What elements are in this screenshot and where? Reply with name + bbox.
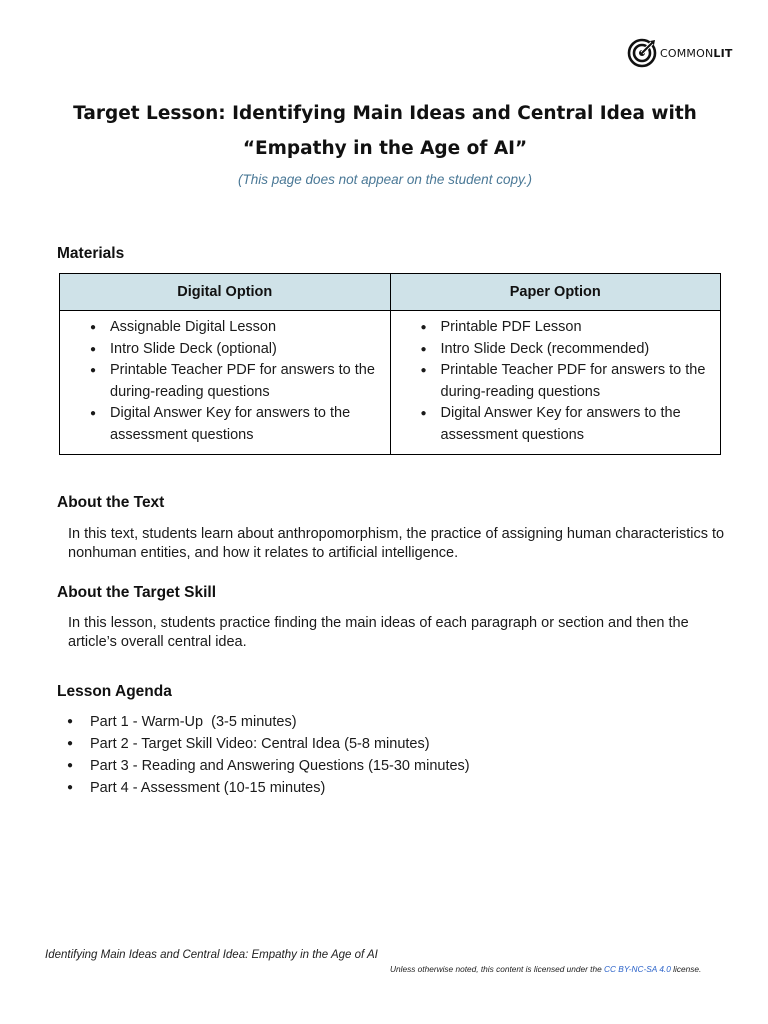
agenda-item: ● Part 2 - Target Skill Video: Central Idea (5-8 minutes) bbox=[57, 733, 470, 755]
paper-option-header-label: Paper Option bbox=[509, 284, 601, 300]
agenda-item: ● Part 4 - Assessment (10-15 minutes) bbox=[57, 777, 470, 799]
license-link[interactable]: CC BY-NC-SA 4.0 bbox=[604, 964, 671, 974]
digital-option-cell bbox=[60, 311, 391, 455]
about-skill-body: In this lesson, students practice finding the main ideas of each paragraph or section and then the article’s overall central idea. bbox=[68, 615, 689, 650]
logo-wordmark bbox=[660, 47, 733, 60]
list-item: ● Printable PDF Lesson bbox=[399, 317, 713, 339]
about-skill-heading: About the Target Skill bbox=[57, 584, 217, 601]
footer-license bbox=[390, 964, 701, 974]
list-item: ● Intro Slide Deck (recommended) bbox=[399, 339, 713, 361]
footer-lesson-title: Identifying Main Ideas and Central Idea: Empathy in the Age of AI bbox=[45, 949, 378, 961]
lesson-agenda-list bbox=[57, 711, 470, 799]
target-icon bbox=[627, 38, 657, 68]
page-title-line-1: Target Lesson: Identifying Main Ideas and Central Idea with bbox=[73, 103, 697, 124]
agenda-item: ● Part 3 - Reading and Answering Questions (15-30 minutes) bbox=[57, 755, 470, 777]
logo-wordmark-bold: LIT bbox=[713, 46, 733, 60]
list-item: ● Printable Teacher PDF for answers to the during-reading questions bbox=[399, 360, 713, 403]
list-item: ● Intro Slide Deck (optional) bbox=[68, 339, 382, 361]
about-text-body: In this text, students learn about anthropomorphism, the practice of assigning human characteristics to nonhuman entities, and how it relates to artificial intelligence. bbox=[68, 526, 725, 561]
list-item: ● Digital Answer Key for answers to the assessment questions bbox=[68, 403, 382, 446]
lesson-agenda-heading: Lesson Agenda bbox=[57, 683, 172, 700]
list-item: ● Digital Answer Key for answers to the assessment questions bbox=[399, 403, 713, 446]
paper-option-header bbox=[390, 274, 721, 311]
digital-option-header-label: Digital Option bbox=[177, 284, 273, 300]
license-suffix: license. bbox=[670, 964, 702, 974]
paper-option-cell bbox=[390, 311, 721, 455]
license-prefix: Unless otherwise noted, this content is licensed under the bbox=[390, 964, 604, 974]
materials-table bbox=[59, 273, 721, 455]
about-text-heading: About the Text bbox=[57, 494, 165, 511]
digital-option-header bbox=[60, 274, 391, 311]
commonlit-logo bbox=[627, 38, 733, 68]
logo-wordmark-light: COMMON bbox=[660, 46, 714, 60]
list-item: ● Assignable Digital Lesson bbox=[68, 317, 382, 339]
materials-heading: Materials bbox=[57, 245, 125, 262]
teacher-only-note: (This page does not appear on the student copy.) bbox=[238, 172, 532, 187]
page-title bbox=[40, 96, 730, 166]
agenda-item: ● Part 1 - Warm-Up (3-5 minutes) bbox=[57, 711, 470, 733]
page-title-line-2: “Empathy in the Age of AI” bbox=[242, 138, 528, 159]
list-item: ● Printable Teacher PDF for answers to the during-reading questions bbox=[68, 360, 382, 403]
